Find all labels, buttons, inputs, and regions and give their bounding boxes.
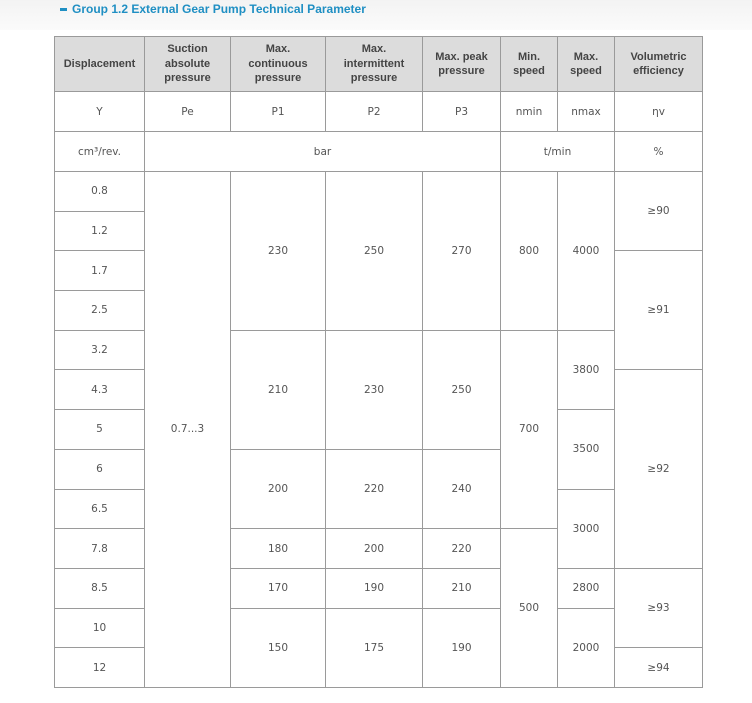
- header-row: [55, 37, 703, 92]
- displacement-cell: 8.5: [55, 568, 145, 608]
- symbol-cell: ηv: [615, 92, 703, 132]
- p2-cell: 200: [326, 529, 423, 569]
- unit-row: [55, 132, 703, 172]
- p2-cell: 175: [326, 608, 423, 687]
- unit-pressure: bar: [145, 132, 501, 172]
- min-speed-cell: 700: [501, 330, 558, 528]
- max-speed-cell: 4000: [558, 172, 615, 331]
- min-speed-cell: 800: [501, 172, 558, 331]
- displacement-cell: 6: [55, 449, 145, 489]
- displacement-cell: 1.2: [55, 211, 145, 251]
- technical-parameter-table: [54, 36, 703, 688]
- displacement-cell: 2.5: [55, 291, 145, 331]
- displacement-cell: 0.8: [55, 172, 145, 212]
- symbol-cell: Y: [55, 92, 145, 132]
- displacement-cell: 3.2: [55, 330, 145, 370]
- efficiency-cell: ≥90: [615, 172, 703, 251]
- p1-cell: 230: [231, 172, 326, 331]
- p3-cell: 190: [423, 608, 501, 687]
- header-peak-pressure: Max. peak pressure: [423, 37, 501, 92]
- header-displacement: Displacement: [55, 37, 145, 92]
- symbol-cell: P3: [423, 92, 501, 132]
- section-title: [60, 1, 366, 17]
- p1-cell: 170: [231, 568, 326, 608]
- p1-cell: 210: [231, 330, 326, 449]
- displacement-cell: 10: [55, 608, 145, 648]
- p3-cell: 220: [423, 529, 501, 569]
- displacement-cell: 12: [55, 648, 145, 688]
- p2-cell: 220: [326, 449, 423, 528]
- p2-cell: 230: [326, 330, 423, 449]
- p1-cell: 180: [231, 529, 326, 569]
- max-speed-cell: 3500: [558, 410, 615, 489]
- header-efficiency: Volumetric efficiency: [615, 37, 703, 92]
- displacement-cell: 1.7: [55, 251, 145, 291]
- symbol-cell: P2: [326, 92, 423, 132]
- max-speed-cell: 3800: [558, 330, 615, 409]
- displacement-cell: 6.5: [55, 489, 145, 529]
- header-continuous-pressure: Max. continuous pressure: [231, 37, 326, 92]
- p2-cell: 250: [326, 172, 423, 331]
- p3-cell: 210: [423, 568, 501, 608]
- symbol-cell: nmin: [501, 92, 558, 132]
- efficiency-cell: ≥93: [615, 568, 703, 647]
- header-max-speed: Max. speed: [558, 37, 615, 92]
- header-intermittent-pressure: Max. intermittent pressure: [326, 37, 423, 92]
- unit-displacement: cm³/rev.: [55, 132, 145, 172]
- unit-speed: t/min: [501, 132, 615, 172]
- displacement-cell: 4.3: [55, 370, 145, 410]
- displacement-cell: 5: [55, 410, 145, 450]
- unit-efficiency: %: [615, 132, 703, 172]
- max-speed-cell: 2800: [558, 568, 615, 608]
- symbol-cell: P1: [231, 92, 326, 132]
- p3-cell: 250: [423, 330, 501, 449]
- p3-cell: 240: [423, 449, 501, 528]
- displacement-cell: 7.8: [55, 529, 145, 569]
- dash-icon: [60, 8, 67, 11]
- min-speed-cell: 500: [501, 529, 558, 688]
- header-suction-pressure: Suction absolute pressure: [145, 37, 231, 92]
- efficiency-cell: ≥91: [615, 251, 703, 370]
- table-row: [55, 172, 703, 212]
- efficiency-cell: ≥94: [615, 648, 703, 688]
- symbol-cell: Pe: [145, 92, 231, 132]
- symbol-cell: nmax: [558, 92, 615, 132]
- p2-cell: 190: [326, 568, 423, 608]
- header-min-speed: Min. speed: [501, 37, 558, 92]
- max-speed-cell: 3000: [558, 489, 615, 568]
- suction-pressure-cell: 0.7...3: [145, 172, 231, 688]
- section-title-text: Group 1.2 External Gear Pump Technical Parameter: [72, 2, 366, 16]
- efficiency-cell: ≥92: [615, 370, 703, 568]
- max-speed-cell: 2000: [558, 608, 615, 687]
- p1-cell: 150: [231, 608, 326, 687]
- p1-cell: 200: [231, 449, 326, 528]
- p3-cell: 270: [423, 172, 501, 331]
- symbol-row: [55, 92, 703, 132]
